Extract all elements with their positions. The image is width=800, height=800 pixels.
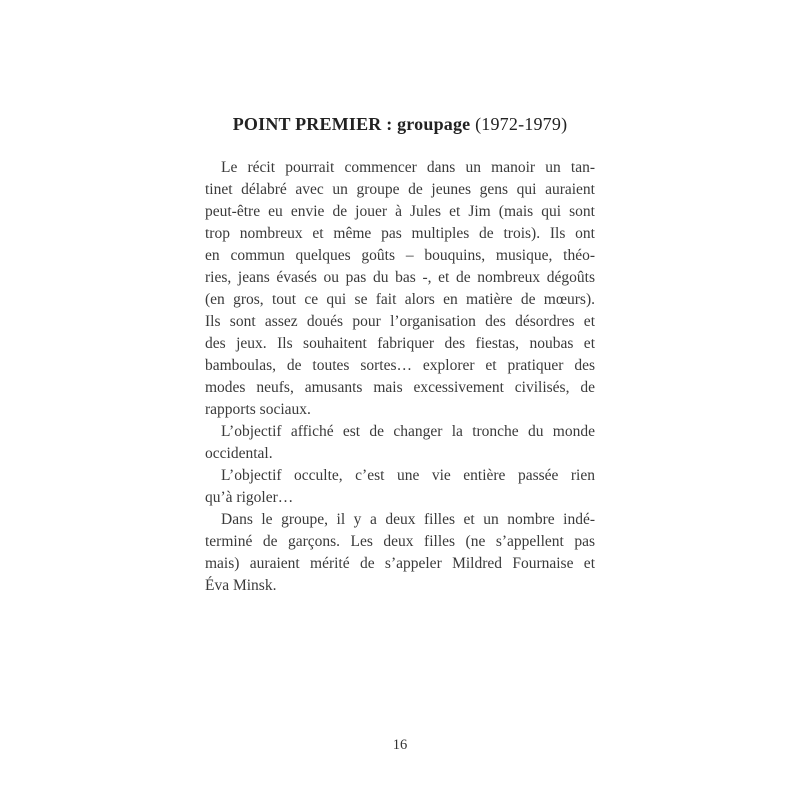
chapter-title-years: (1972-1979) — [470, 114, 568, 134]
chapter-title — [0, 0, 800, 137]
paragraph-line: L’objectif affiché est de changer la tronche du monde — [221, 423, 595, 440]
paragraph-line: qu’à rigoler… — [205, 489, 294, 506]
paragraph-line: rapports sociaux. — [205, 401, 311, 418]
paragraph-line: (en gros, tout ce qui se fait alors en matière de mœurs). — [205, 291, 595, 308]
paragraph-line: Dans le groupe, il y a deux filles et un nombre indé- — [221, 511, 595, 528]
body-text — [205, 157, 595, 597]
chapter-title-main: POINT PREMIER : groupage — [232, 114, 471, 134]
paragraph-line: Ils sont assez doués pour l’organisation des désordres et — [205, 313, 595, 330]
paragraph-line: mais) auraient mérité de s’appeler Mildred Fournaise et — [205, 555, 595, 572]
paragraph-line: peut-être eu envie de jouer à Jules et Jim (mais qui sont — [205, 203, 595, 220]
paragraph-line: L’objectif occulte, c’est une vie entière passée rien — [221, 467, 595, 484]
page-number: 16 — [392, 737, 408, 753]
paragraph-line: tinet délabré avec un groupe de jeunes gens qui auraient — [205, 181, 595, 198]
paragraph-line: en commun quelques goûts – bouquins, musique, théo- — [205, 247, 595, 264]
paragraph-line: des jeux. Ils souhaitent fabriquer des fiestas, noubas et — [205, 335, 595, 352]
paragraph-line: trop nombreux et même pas multiples de trois). Ils ont — [205, 225, 595, 242]
paragraph-line: ries, jeans évasés ou pas du bas -, et de nombreux dégoûts — [205, 269, 595, 286]
paragraph-line: modes neufs, amusants mais excessivement civilisés, de — [205, 379, 595, 396]
paragraph-line: bamboulas, de toutes sortes… explorer et pratiquer des — [205, 357, 595, 374]
paragraph-line: occidental. — [205, 445, 273, 462]
paragraph-line: Éva Minsk. — [205, 577, 277, 594]
paragraph-line: terminé de garçons. Les deux filles (ne s’appellent pas — [205, 533, 595, 550]
paragraph-line: Le récit pourrait commencer dans un manoir un tan- — [221, 159, 595, 176]
